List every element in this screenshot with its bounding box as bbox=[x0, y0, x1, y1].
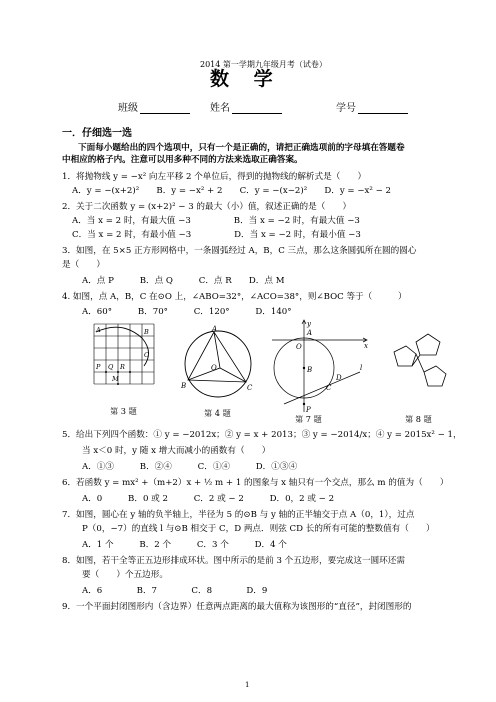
fig7-label-y: y bbox=[307, 320, 311, 328]
section-heading: 一．仔细选一选 bbox=[62, 128, 132, 139]
q1-options: A．y = −(x+2)² B．y = −x² + 2 C．y = −(x−2)² D．y = −x² − 2 bbox=[72, 186, 391, 196]
q6-options: A．0 B．0 或 2 C．2 或 − 2 D．0，2 或 − 2 bbox=[82, 494, 335, 504]
section-intro-line2: 中相应的格子内。注意可以用多种不同的方法来选取正确答案。 bbox=[62, 155, 303, 165]
q3-options: A．点 P B．点 Q C．点 R D．点 M bbox=[82, 276, 285, 286]
fig7-label-l: l bbox=[360, 364, 363, 372]
id-field bbox=[336, 103, 408, 114]
fig3-label-A: A bbox=[96, 326, 101, 334]
name-field bbox=[210, 103, 282, 114]
id-blank[interactable] bbox=[358, 104, 408, 114]
q3-stem-line1: 3．如图，在 5×5 正方形网格中，一条圆弧经过 A，B，C 三点，那么这条圆弧所在圆的圆心 bbox=[62, 246, 417, 256]
q1-stem: 1．将抛物线 y = −x² 向左平移 2 个单位后，得到的抛物线的解析式是（ ） bbox=[62, 172, 367, 182]
figure-3-caption: 第 3 题 bbox=[110, 406, 137, 416]
section-intro-line1: 下面每小题给出的四个选项中，只有一个是正确的，请把正确选项前的字母填在答题卷 bbox=[78, 143, 405, 153]
class-field bbox=[118, 103, 190, 114]
figure-4-circle bbox=[180, 324, 254, 402]
figure-3-grid bbox=[92, 322, 156, 400]
figure-8-caption: 第 8 题 bbox=[405, 414, 432, 424]
class-label: 班级 bbox=[118, 103, 138, 114]
q8-stem-line1: 8．如图，若干全等正五边形排成环状。图中所示的是前 3 个五边形，要完成这一圆环还需 bbox=[62, 556, 405, 566]
fig3-label-M: M bbox=[112, 375, 119, 383]
fig3-label-Q: Q bbox=[108, 363, 114, 371]
fig4-label-O: O bbox=[211, 364, 217, 372]
fig4-label-B: B bbox=[181, 382, 187, 390]
figure-7-caption: 第 7 题 bbox=[295, 414, 322, 424]
fig3-label-P: P bbox=[96, 363, 101, 371]
fig3-label-B: B bbox=[144, 328, 149, 336]
figure-8-pentagons bbox=[386, 328, 456, 406]
class-blank[interactable] bbox=[140, 104, 190, 114]
q7-options: A．1 个 B．2 个 C．3 个 D．4 个 bbox=[82, 540, 287, 550]
figure-4-caption: 第 4 题 bbox=[204, 408, 231, 418]
name-label: 姓名 bbox=[210, 103, 230, 114]
fig4-label-C: C bbox=[247, 384, 253, 392]
q5-line2: 当 x＜0 时，y 随 x 增大而减小的函数有（ ） bbox=[82, 446, 271, 456]
page-title: 数 学 bbox=[210, 68, 282, 90]
fig7-label-B: B bbox=[307, 366, 313, 374]
page-number: 1 bbox=[245, 681, 250, 689]
fig7-label-O: O bbox=[296, 343, 302, 351]
exam-header: 2014 第一学期九年级月考（试卷） bbox=[200, 60, 327, 69]
fig7-label-x: x bbox=[364, 342, 368, 350]
q8-stem-line2: 要（ ）个五边形。 bbox=[82, 570, 168, 580]
fig7-label-P: P bbox=[306, 406, 311, 414]
fig3-label-R: R bbox=[120, 363, 125, 371]
figure-7-circle-axes bbox=[270, 318, 370, 414]
q6-stem: 6．若函数 y = mx² +（m+2）x + ½ m + 1 的图象与 x 轴只有一个交点，那么 m 的值为（ ） bbox=[62, 478, 449, 488]
name-blank[interactable] bbox=[232, 104, 282, 114]
fig7-label-A: A bbox=[307, 329, 313, 337]
q2-options-cd: C．当 x = 2 时，有最小值 −3 D．当 x = −2 时，有最小值 −3 bbox=[72, 230, 361, 240]
fig3-label-C: C bbox=[144, 351, 149, 359]
q2-stem: 2．关于二次函数 y = (x+2)² − 3 的最大（小）值，叙述正确的是（ ） bbox=[62, 202, 352, 212]
fig7-label-D: D bbox=[336, 374, 342, 382]
fig7-label-C: C bbox=[326, 384, 332, 392]
q8-options: A．6 B．7 C．8 D．9 bbox=[82, 586, 268, 596]
q3-stem-line2: 是（ ） bbox=[62, 260, 105, 270]
q7-stem-line1: 7．如图，圆心在 y 轴的负半轴上，半径为 5 的⊙B 与 y 轴的正半轴交于点 A（0，1），过点 bbox=[62, 510, 415, 520]
q4-stem: 4. 如图，点 A，B，C 在⊙O 上，∠ABO=32°，∠ACO=38°，则∠BOC 等于（ ） bbox=[62, 292, 407, 302]
q2-options-ab: A．当 x = 2 时，有最大值 −3 B．当 x = −2 时，有最大值 −3 bbox=[72, 216, 360, 226]
fig4-label-A: A bbox=[212, 325, 218, 333]
id-label: 学号 bbox=[336, 103, 356, 114]
q9-stem: 9．一个平面封闭图形内（含边界）任意两点距离的最大值称为该图形的“直径”，封闭图形的 bbox=[62, 602, 412, 612]
q7-stem-line2: P（0，−7）的直线 l 与⊙B 相交于 C，D 两点．则弦 CD 长的所有可能的整数值有（ ） bbox=[82, 524, 435, 534]
q5-stem: 5．给出下列四个函数：① y = −2012x；② y = x + 2013；③ y = −2014/x；④ y = 2015x² − 1， bbox=[62, 430, 462, 440]
q5-options: A．①③ B．②④ C．①④ D．①③④ bbox=[82, 462, 298, 472]
q4-options: A．60° B．70° C．120° D．140° bbox=[82, 307, 292, 317]
